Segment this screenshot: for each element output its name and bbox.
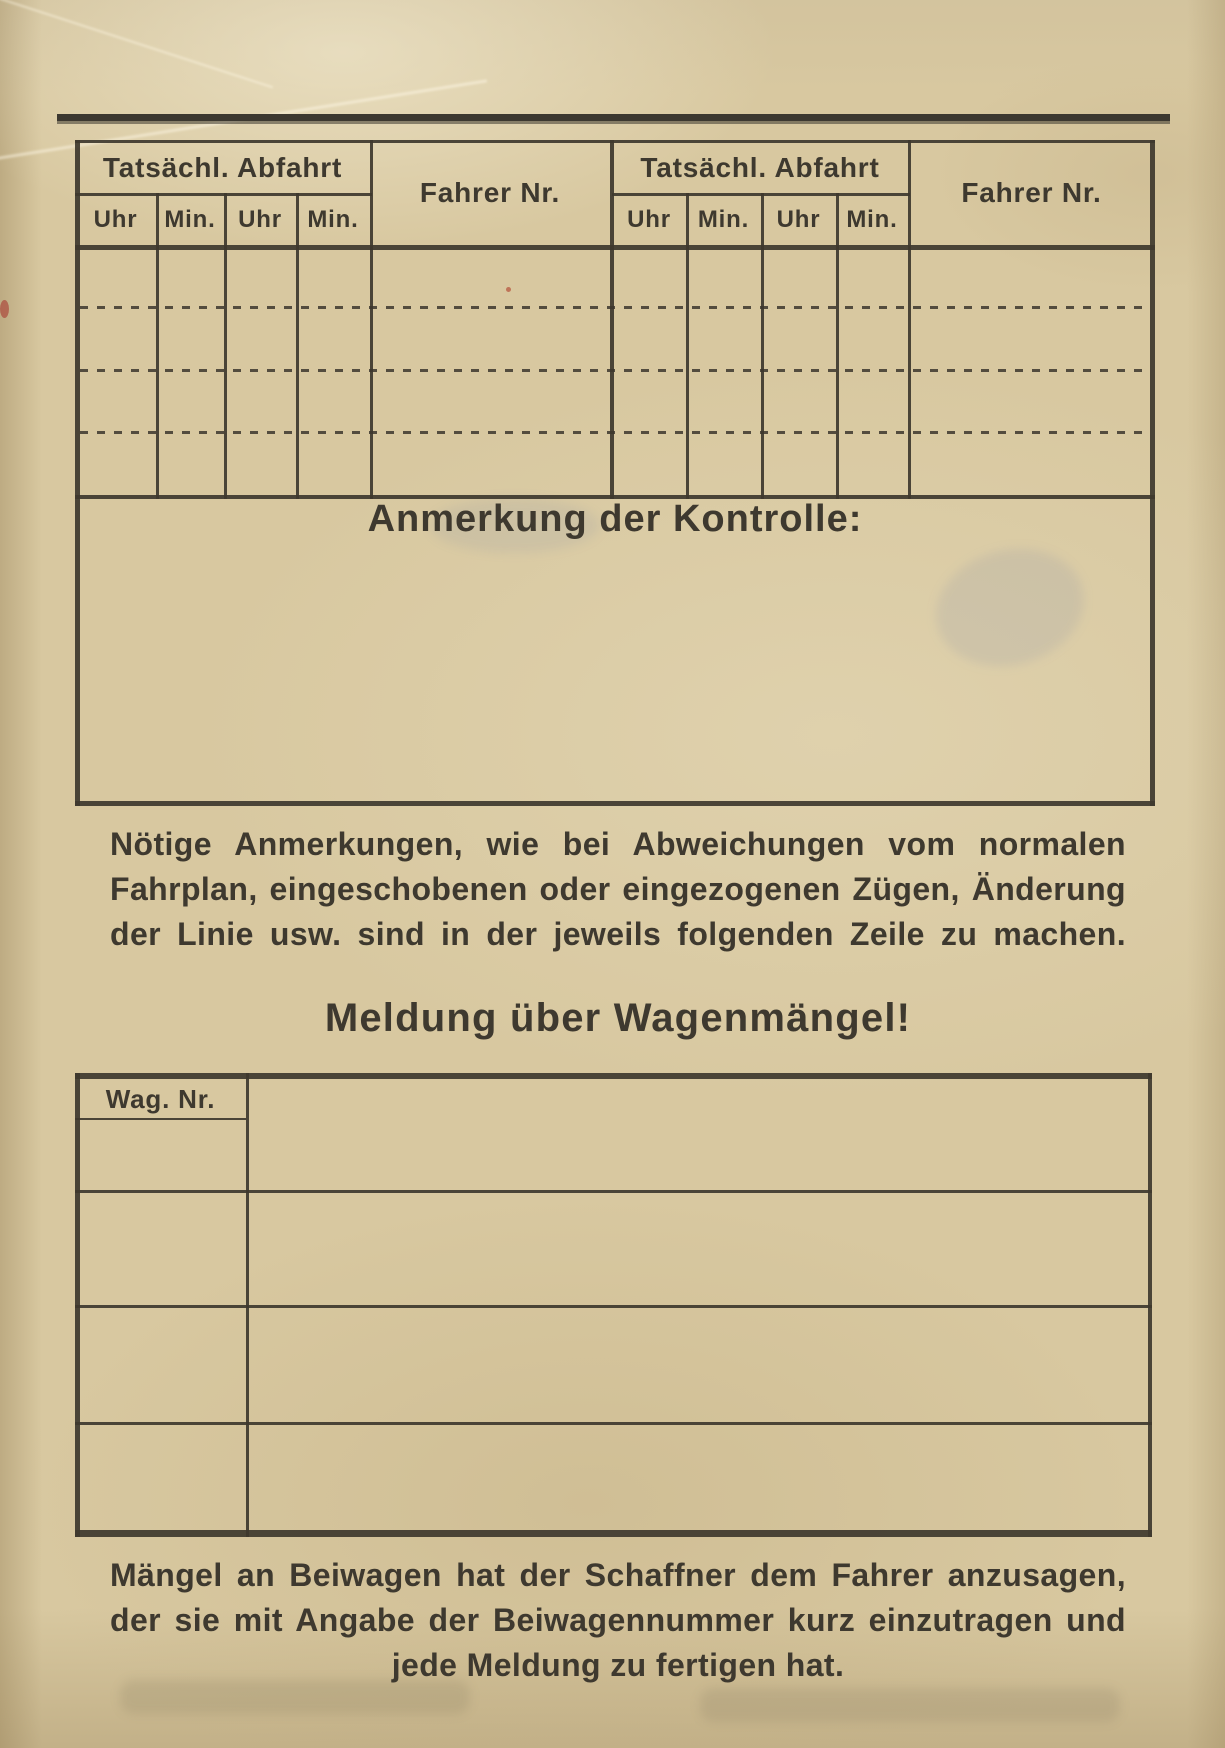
minute-column-header: Min. (846, 206, 898, 233)
instructions-paragraph (110, 822, 1126, 957)
wagon-defects-table (75, 1073, 1152, 1537)
footer-line: Mängel an Beiwagen hat der Schaffner dem Fahrer anzusagen, (110, 1557, 1126, 1593)
entry-dashed-line (80, 306, 1150, 309)
departure-table (75, 140, 1155, 805)
driver-number-header: Fahrer Nr. (419, 176, 561, 208)
instructions-line: Fahrplan, eingeschobenen oder eingezogenen Zügen, Änderung (110, 871, 1126, 907)
table-bottom-border (75, 1530, 1152, 1537)
report-heading: Meldung über Wagenmängel! (324, 996, 912, 1040)
group-divider-line (610, 140, 614, 499)
driver-number-header: Fahrer Nr. (961, 176, 1102, 208)
hour-column-header: Uhr (93, 206, 138, 233)
footer-line: jede Meldung zu fertigen hat. (391, 1647, 845, 1683)
red-ink-speck (0, 300, 9, 318)
footer-line: der sie mit Angabe der Beiwagennummer kurz einzutragen und (110, 1602, 1126, 1638)
row-line (75, 1190, 1152, 1193)
hour-column-header: Uhr (238, 206, 282, 233)
minute-column-header: Min. (697, 206, 750, 233)
departure-header: Tatsächl. Abfahrt (640, 152, 880, 183)
row-line (75, 1305, 1152, 1308)
hour-column-header: Uhr (627, 206, 671, 233)
table-bottom-border (75, 801, 1155, 806)
footer-paragraph (110, 1553, 1126, 1688)
instructions-line: Nötige Anmerkungen, wie bei Abweichungen vom normalen (110, 826, 1126, 862)
minute-column-header: Min. (307, 206, 359, 233)
control-note-title: Anmerkung der Kontrolle: (367, 498, 863, 540)
departure-header: Tatsächl. Abfahrt (102, 152, 343, 183)
hour-column-header: Uhr (776, 206, 821, 233)
paper-crease (0, 0, 273, 88)
instructions-line: der Linie usw. sind in der jeweils folgenden Zeile zu machen. (110, 916, 1126, 952)
entry-dashed-line (80, 431, 1150, 434)
row-line (75, 1422, 1152, 1425)
top-double-rule (57, 114, 1170, 124)
ink-bleedthrough-mark (700, 1688, 1120, 1722)
wagon-number-column-header: Wag. Nr. (105, 1083, 216, 1114)
header-bottom-rule (75, 245, 1155, 250)
entry-dashed-line (80, 369, 1150, 372)
minute-column-header: Min. (164, 206, 216, 233)
